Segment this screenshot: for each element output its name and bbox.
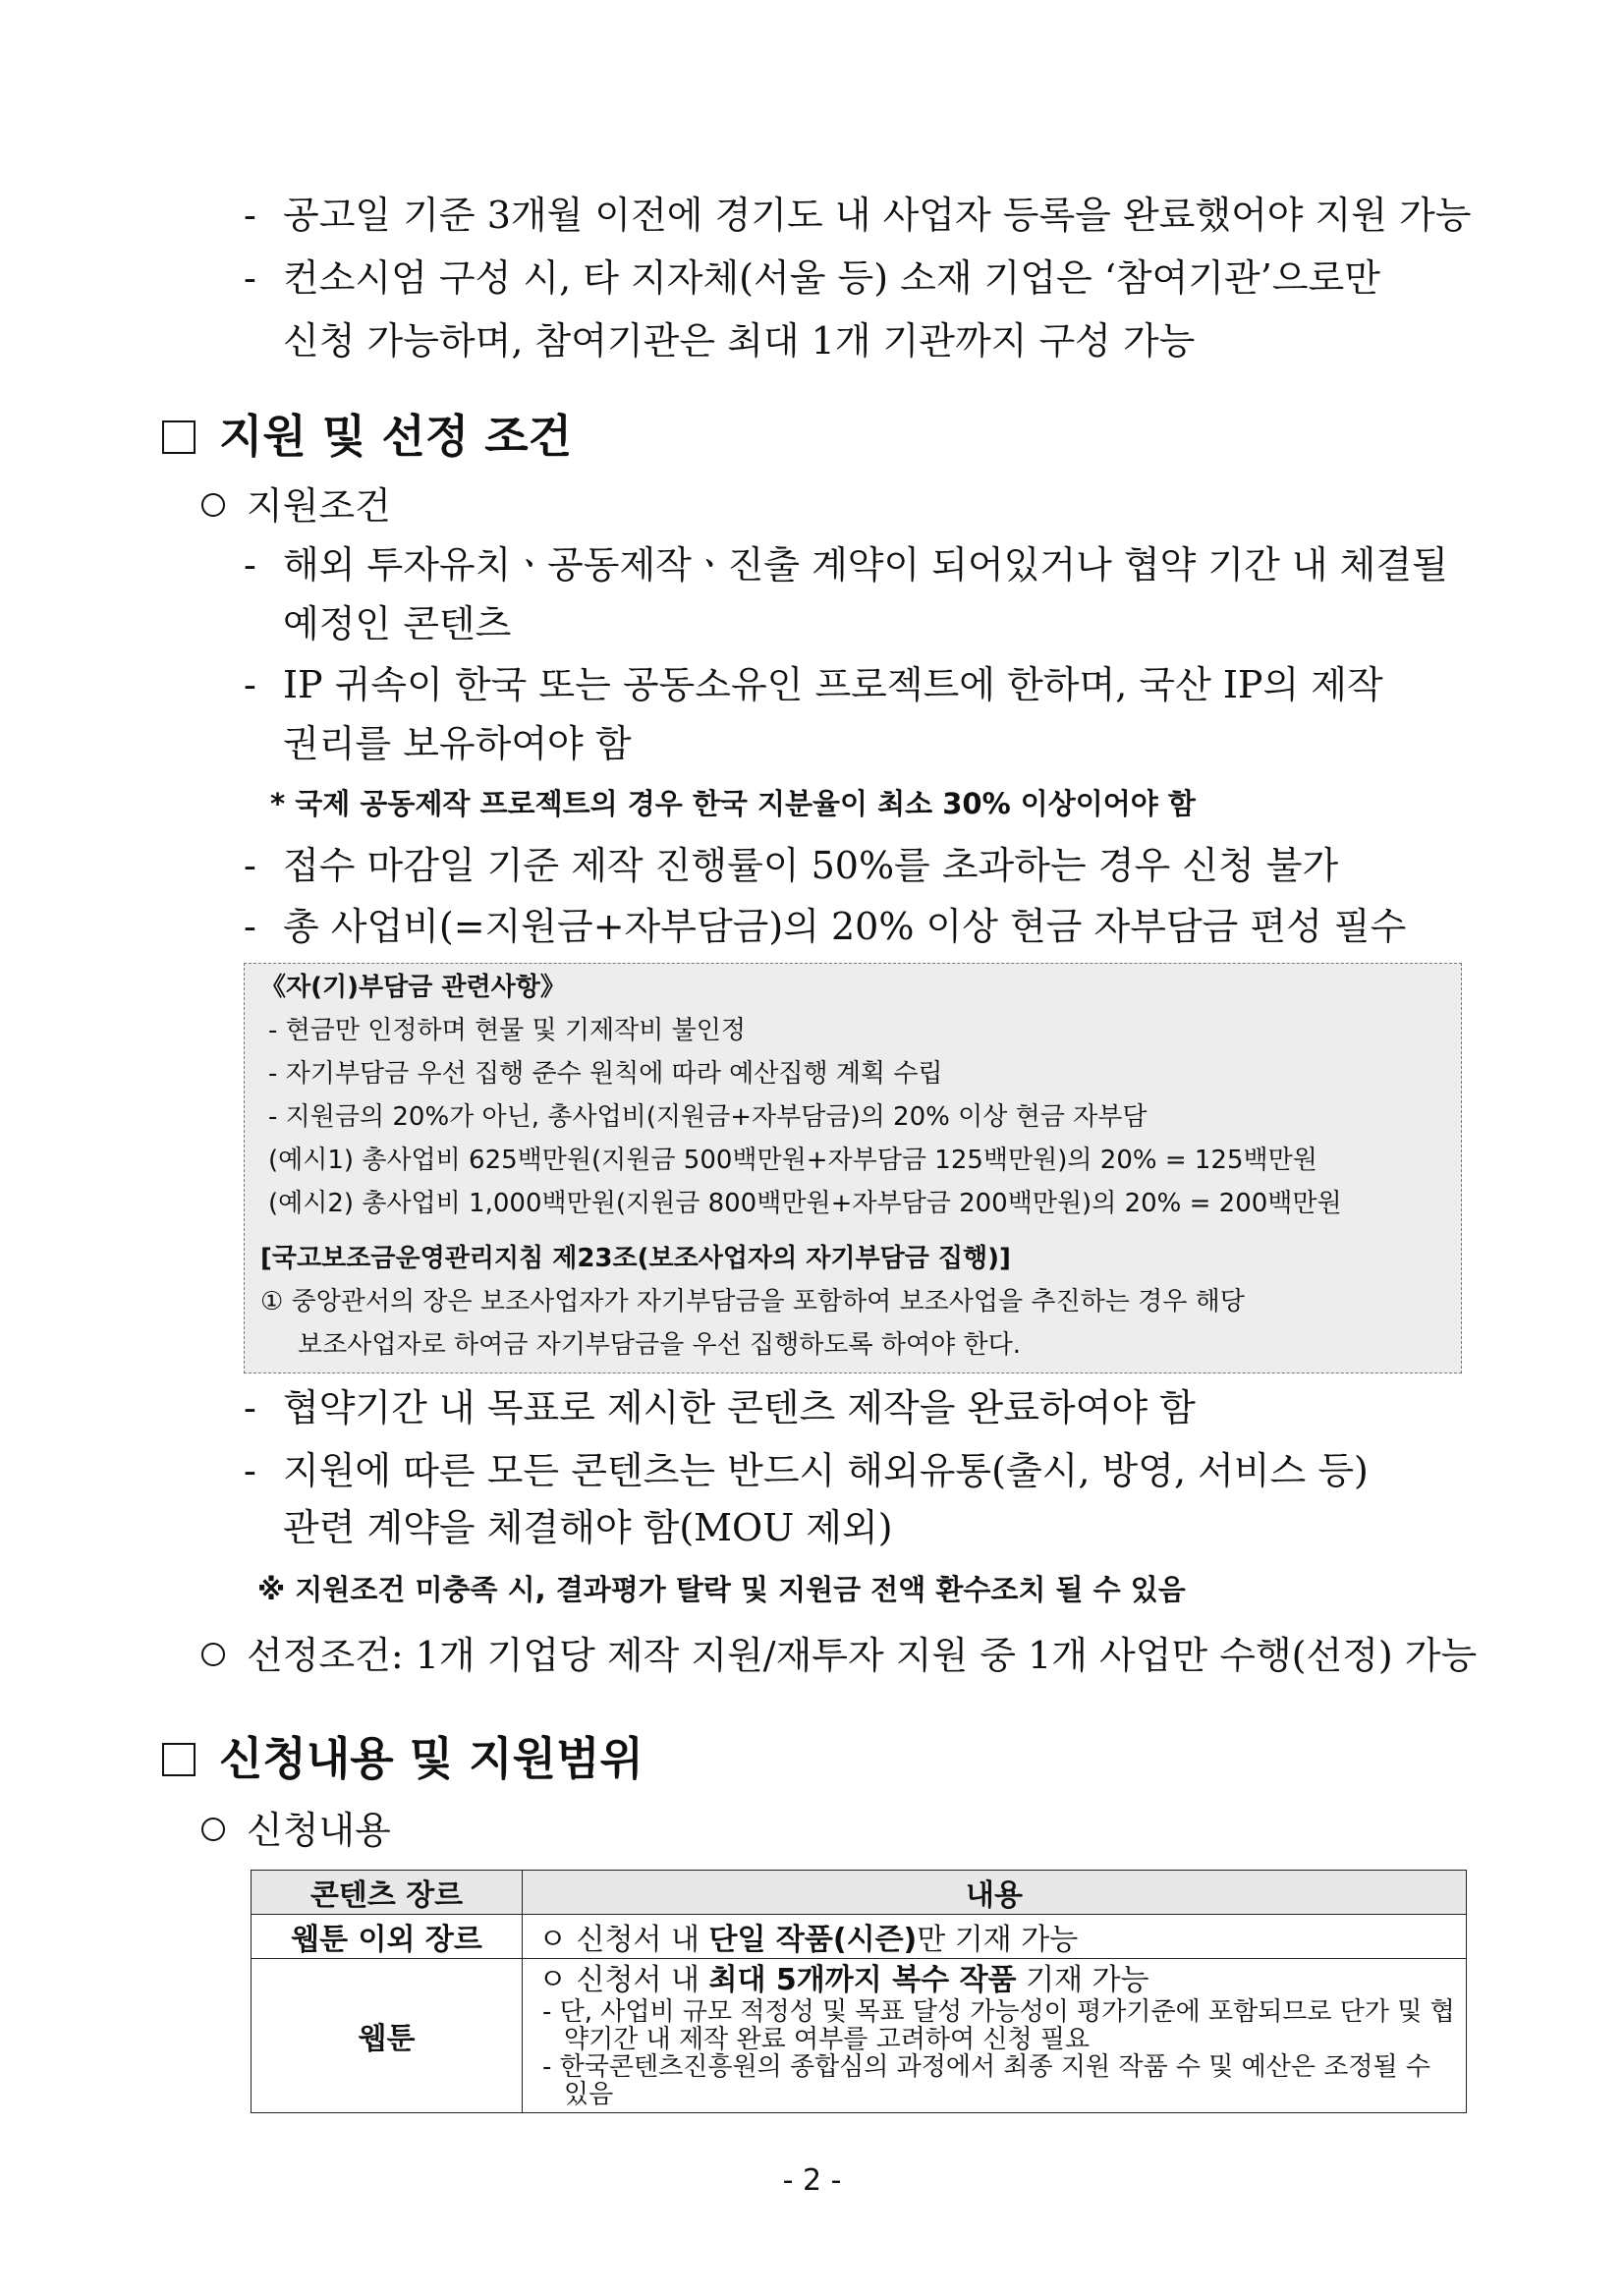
box-line: - 현금만 인정하며 현물 및 기제작비 불인정 <box>268 1016 746 1045</box>
box-line: (예시1) 총사업비 625백만원(지원금 500백만원+자부담금 125백만원)의 20% = 125백만원 <box>268 1146 1317 1175</box>
square-bullet-icon <box>162 1743 196 1776</box>
content-cell: ㅇ 신청서 내 단일 작품(시즌)만 기재 가능 <box>523 1915 1467 1959</box>
page-number: - 2 - <box>782 2163 842 2198</box>
top-item-2-cont: 신청 가능하며, 참여기관은 최대 1개 기관까지 구성 가능 <box>283 319 1196 363</box>
table-row <box>252 1959 1467 2113</box>
table-row <box>252 1915 1467 1959</box>
coproduction-note: * 국제 공동제작 프로젝트의 경우 한국 지분율이 최소 30% 이상이어야 함 <box>270 787 1196 820</box>
table-header-row <box>252 1871 1467 1915</box>
sub-note: - 한국콘텐츠진흥원의 종합심의 과정에서 최종 지원 작품 수 및 예산은 조정될 수 있음 <box>542 2052 1431 2109</box>
document-page: - 공고일 기준 3개월 이전에 경기도 내 사업자 등록을 완료했어야 지원 가능 - 컨소시엄 구성 시, 타 지자체(서울 등) 소재 기업은 ‘참여기관’으로만 신청 가능하며, 참여기관은 최대 1개 기관까지 구성 가능 지원 및 선정 조건 지원조건 - 해외 투자유치ㆍ공동제작ㆍ진출 계약이 되어있거나 협약 기간 내 체결될 예정인 콘텐츠 - IP 귀속이 한국 또는 공동소유인 프로젝트에 한하며, 국산 IP의 제작 권리를 보유하여야 함 * 국제 공동제작 프로젝트의 경우 한국 지분율이 최소 30% 이상이어야 함 - 접수 마감일 기준 제작 진행률이 50%를 초과하는 경우 신청 불가 - 총 사업비(=지원금+자부담금)의 20% 이상 현금 자부담금 편성 필수 《자(기)부담금 관련사항》 - 현금만 인정하며 현물 및 기제작비 불인정 - 자기부담금 우선 집행 준수 원칙에 따라 예산집행 계획 수립 - 지원금의 20%가 아닌, 총사업비(지원금+자부담금)의 20% 이상 현금 자부담 (예시1) 총사업비 625백만원(지원금 500백만원+자부담금 125백만원)의 20% = 125백만원 (예시2) 총사업비 1,000백만원(지원금 800백만원+자부담금 200백만원)의 20% = 200백만원 [국고보조금운영관리지침 제23조(보조사업자의 자기부담금 집행)] ① 중앙관서의 장은 보조사업자가 자기부담금을 포함하여 보조사업을 추진하는 경우 해당 보조사업자로 하여금 자기부담금을 우선 집행하도록 하여야 한다. - 협약기간 내 목표로 제시한 콘텐츠 제작을 완료하여야 함 - 지원에 따른 모든 콘텐츠는 반드시 해외유통(출시, 방영, 서비스 등) 관련 계약을 체결해야 함(MOU 제외) ※ 지원조건 미충족 시, 결과평가 탈락 및 지원금 전액 환수조치 될 수 있음 선정조건: 1개 기업당 제작 지원/재투자 지원 중 1개 사업만 수행(선정) 가능 신청내용 및 지원범위 신청내용 콘텐츠 장르 내용 웹툰 이외 장르 ㅇ 신청서 내 단일 작품(시즌)만 기재 가능 웹툰 ㅇ 신청서 내 최대 5개까지 복수 작품 기재 가능 - 단, 사업비 규모 적정성 및 목표 달성 가능성이 평가기준에 포함되므로 단가 및 협약기간 내 제작 완료 여부를 고려하여 신청 필요 - 한국콘텐츠진흥원의 종합심의 과정에서 최종 지원 작품 수 및 예산은 조정될 수 있음 - 2 - <box>0 0 1624 2296</box>
circle-bullet-icon <box>201 1818 225 1841</box>
apply-content-table <box>251 1870 1467 2113</box>
table-header-content: 내용 <box>523 1871 1467 1915</box>
box-rule-title: [국고보조금운영관리지침 제23조(보조사업자의 자기부담금 집행)] <box>260 1244 1011 1273</box>
support-item-6-cont: 관련 계약을 체결해야 함(MOU 제외) <box>283 1506 893 1549</box>
apply-content-label: 신청내용 <box>201 1806 391 1855</box>
content-cell: ㅇ 신청서 내 최대 5개까지 복수 작품 기재 가능 - 단, 사업비 규모 적정성 및 목표 달성 가능성이 평가기준에 포함되므로 단가 및 협약기간 내 제작 완료 여부를 고려하여 신청 필요 - 한국콘텐츠진흥원의 종합심의 과정에서 최종 지원 작품 수 및 예산은 조정될 수 있음 <box>523 1959 1467 2113</box>
box-line: - 자기부담금 우선 집행 준수 원칙에 따라 예산집행 계획 수립 <box>268 1059 943 1089</box>
genre-cell: 웹툰 <box>252 1959 523 2113</box>
box-rule-line: 보조사업자로 하여금 자기부담금을 우선 집행하도록 하여야 한다. <box>298 1330 1021 1360</box>
support-item-2-cont: 권리를 보유하여야 함 <box>283 722 632 765</box>
condition-warning-note: ※ 지원조건 미충족 시, 결과평가 탈락 및 지원금 전액 환수조치 될 수 있음 <box>257 1573 1186 1606</box>
circle-bullet-icon <box>201 493 225 517</box>
circle-bullet-icon <box>201 1643 225 1666</box>
box-line: (예시2) 총사업비 1,000백만원(지원금 800백만원+자부담금 200백만원)의 20% = 200백만원 <box>268 1189 1342 1218</box>
genre-cell: 웹툰 이외 장르 <box>252 1915 523 1959</box>
box-line: - 지원금의 20%가 아닌, 총사업비(지원금+자부담금)의 20% 이상 현금 자부담 <box>268 1102 1148 1132</box>
selection-conditions: 선정조건: 1개 기업당 제작 지원/재투자 지원 중 1개 사업만 수행(선정) 가능 <box>201 1631 1477 1680</box>
sub-note: - 단, 사업비 규모 적정성 및 목표 달성 가능성이 평가기준에 포함되므로 단가 및 협약기간 내 제작 완료 여부를 고려하여 신청 필요 <box>542 1997 1455 2054</box>
square-bullet-icon <box>162 420 196 454</box>
section2-heading: 신청내용 및 지원범위 <box>162 1729 644 1788</box>
support-item-1-cont: 예정인 콘텐츠 <box>283 602 512 645</box>
self-funding-info-box <box>244 963 1462 1373</box>
support-conditions-label: 지원조건 <box>201 481 391 531</box>
section1-heading: 지원 및 선정 조건 <box>162 407 572 466</box>
table-header-genre: 콘텐츠 장르 <box>252 1871 523 1915</box>
box-title: 《자(기)부담금 관련사항》 <box>260 973 566 1002</box>
box-rule-line: ① 중앙관서의 장은 보조사업자가 자기부담금을 포함하여 보조사업을 추진하는 경우 해당 <box>260 1287 1245 1316</box>
